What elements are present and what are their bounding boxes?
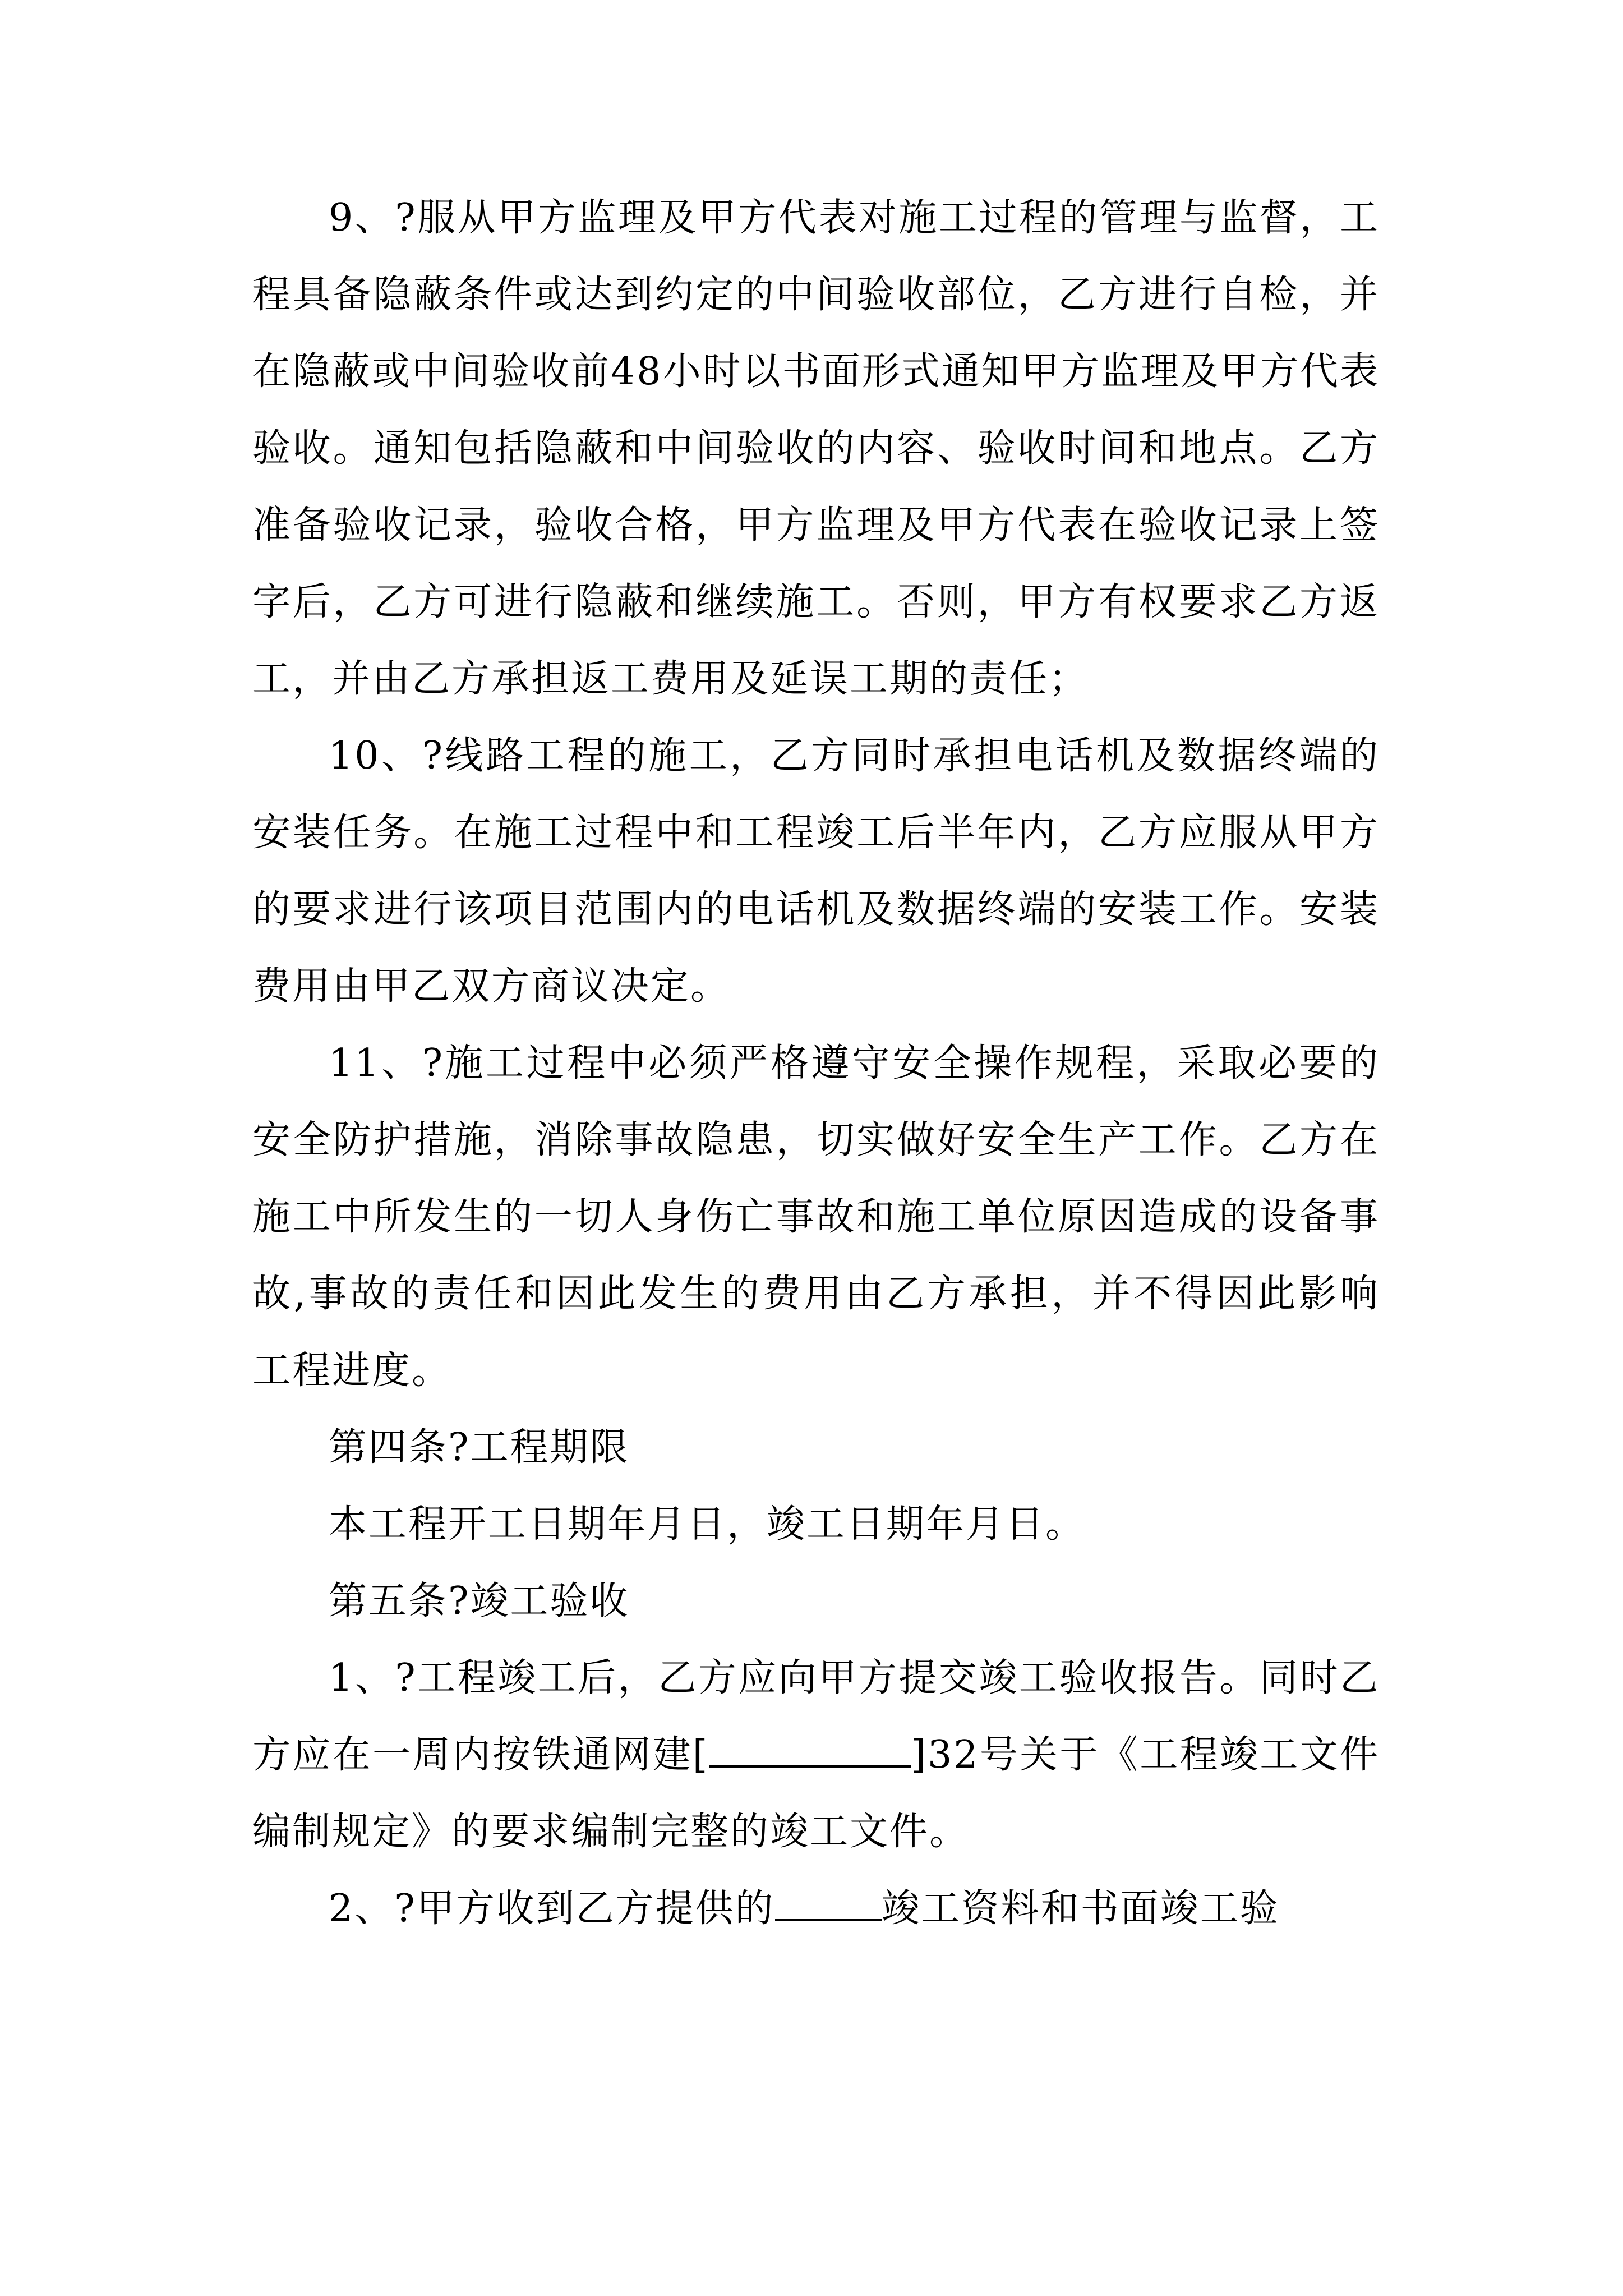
blank-line <box>709 1728 911 1768</box>
article-4-body: 本工程开工日期年月日，竣工日期年月日。 <box>329 1502 1086 1547</box>
paragraph-10: 10、?线路工程的施工，乙方同时承担电话机及数据终端的安装任务。在施工过程中和工程竣工后半年内，乙方应服从甲方的要求进行该项目范围内的电话机及数据终端的安装工作。安装费用由甲乙双方商议决定。 <box>252 734 1380 1009</box>
paragraph-9: 9、?服从甲方监理及甲方代表对施工过程的管理与监督，工程具备隐蔽条件或达到约定的中间验收部位，乙方进行自检，并在隐蔽或中间验收前48小时以书面形式通知甲方监理及甲方代表验收。通知包括隐蔽和中间验收的内容、验收时间和地点。乙方准备验收记录，验收合格，甲方监理及甲方代表在验收记录上签字后，乙方可进行隐蔽和继续施工。否则，甲方有权要求乙方返工，并由乙方承担返工费用及延误工期的责任； <box>252 196 1380 701</box>
article-5-item-2 <box>252 1870 1380 1947</box>
blank-line <box>775 1882 882 1921</box>
document-page <box>252 180 1380 1947</box>
article-5-title: 第五条?竣工验收 <box>329 1579 630 1623</box>
article-5-item-1-text-a: 1、?工程竣工后，乙方应向甲方提交竣工验收报告。同时乙方应在一周内按铁通网建[ <box>252 1656 1380 1777</box>
paragraph-11: 11、?施工过程中必须严格遵守安全操作规程，采取必要的安全防护措施，消除事故隐患，切实做好安全生产工作。乙方在施工中所发生的一切人身伤亡事故和施工单位原因造成的设备事故,事故的责任和因此发生的费用由乙方承担，并不得因此影响工程进度。 <box>252 1041 1380 1393</box>
article-5-item-1-text-b: ]32号关于《工程竣工文件编制规定》的要求编制完整的竣工文件。 <box>252 1733 1380 1854</box>
article-5-item-2-text-b: 竣工资料和书面竣工验 <box>881 1887 1280 1931</box>
article-4-title: 第四条?工程期限 <box>329 1425 630 1470</box>
article-5-item-2-text-a: 2、?甲方收到乙方提供的 <box>329 1887 775 1931</box>
article-5-item-1 <box>252 1640 1380 1870</box>
